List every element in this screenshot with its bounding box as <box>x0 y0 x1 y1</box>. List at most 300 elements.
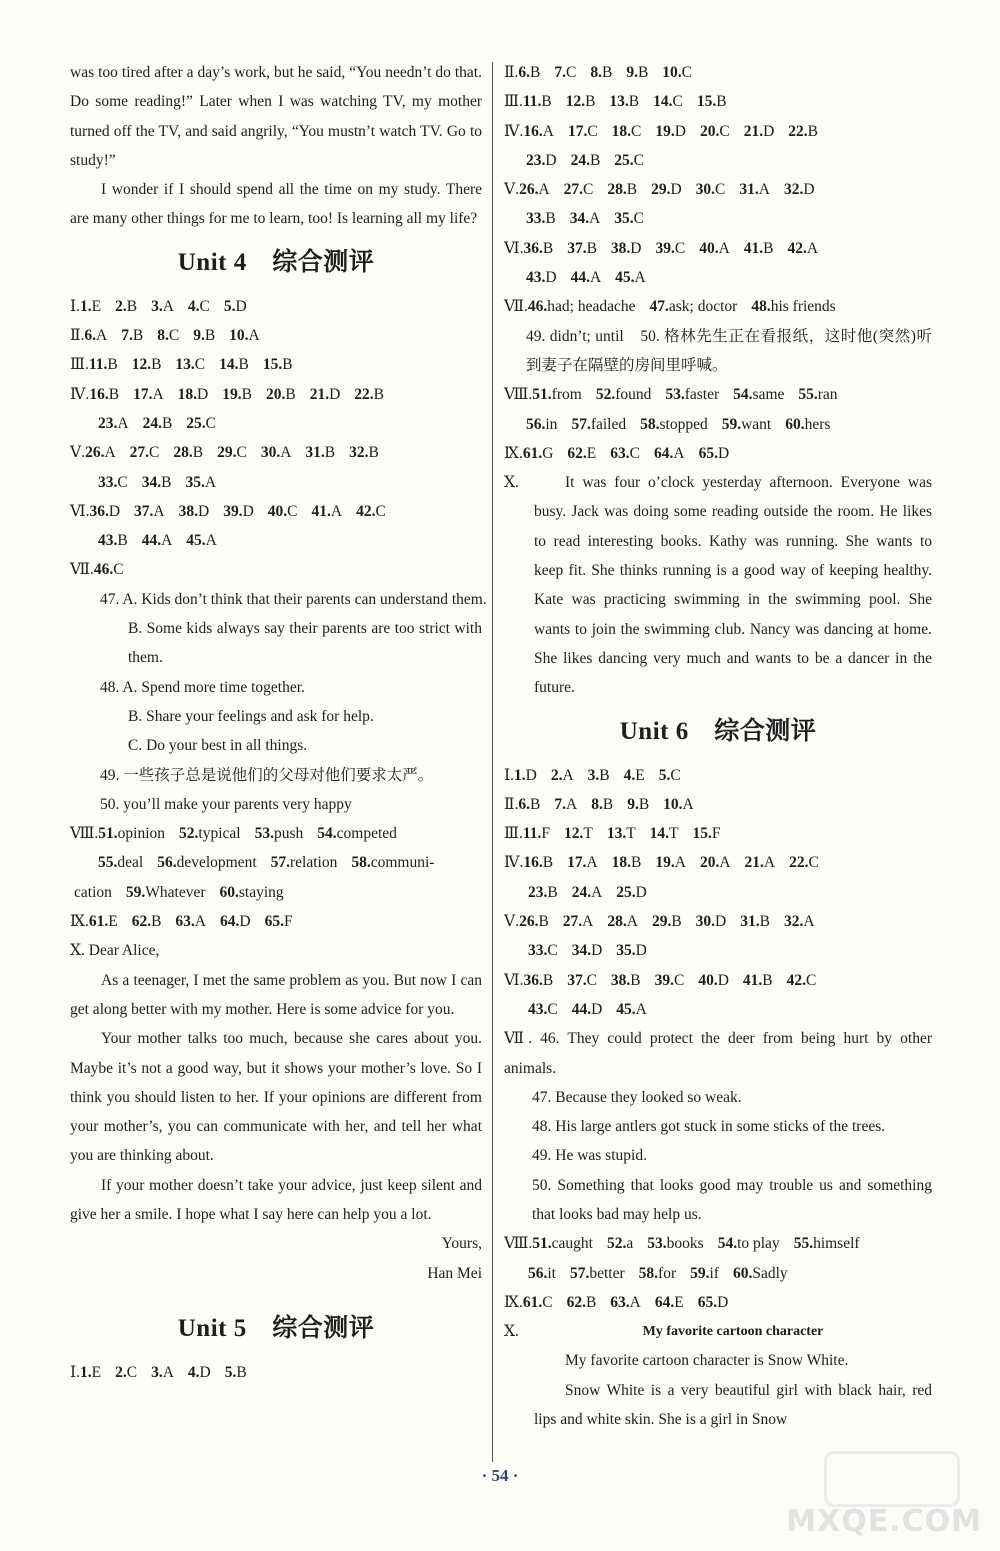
answer-item <box>157 327 179 344</box>
answer-item <box>612 123 642 140</box>
unit6-q46: Ⅶ. 46. They could protect the deer from being hurt by other animals. <box>504 1030 932 1077</box>
answer-value: D <box>591 942 603 960</box>
answer-value: D <box>717 1293 729 1311</box>
letter-paragraph-2: Your mother talks too much, because she cares about you. Maybe it’s not a good way, but it shows your mother’s love. So I think you should listen to her. If your opinions are different from your mother’s, you can communicate with her, and tell her what you are thinking about. <box>70 1030 482 1165</box>
answer-value: B <box>759 913 770 931</box>
question-number: 44. <box>141 532 162 550</box>
question-number: 7. <box>554 795 567 813</box>
intro-paragraph: was too tired after a day’s work, but he said, “You needn’t do that. Do some reading!” Later when I was watching TV, my mother turned off the TV, and said angrily, “You mustn’t watch TV. Go to study!” <box>70 64 482 169</box>
answer-value: D <box>329 385 341 403</box>
question-number: 56. <box>526 415 546 433</box>
answer-item <box>186 415 216 432</box>
answer-value: C <box>194 356 206 374</box>
answer-value: C <box>674 239 686 257</box>
answer-value: A <box>562 766 574 784</box>
answer-item <box>744 123 775 140</box>
answer-item <box>785 416 830 433</box>
answer-item <box>121 327 143 344</box>
answer-row <box>504 146 932 175</box>
answer-item <box>173 444 203 461</box>
answer-value: C <box>633 210 645 228</box>
answer-value: C <box>547 1000 558 1018</box>
answer-item <box>225 1364 247 1381</box>
answer-value: B <box>585 93 596 111</box>
question-number: 11. <box>522 93 542 111</box>
answer-value: C <box>806 971 817 989</box>
question-number: 9. <box>626 64 638 81</box>
answer-value: push <box>273 825 304 843</box>
answer-row <box>70 497 482 526</box>
answer-value: B <box>117 532 128 550</box>
question-number: 15. <box>692 825 712 843</box>
answer-item <box>798 386 837 403</box>
answer-item <box>523 825 550 842</box>
section-numeral: Ⅵ. <box>504 971 524 989</box>
answer-item <box>564 181 594 198</box>
section-numeral: Ⅱ. <box>504 64 519 81</box>
answer-item <box>115 1364 137 1381</box>
letter-paragraph-3: If your mother doesn’t take your advice, just keep silent and give her a smile. I hope what I say here can help you a lot. <box>70 1176 482 1223</box>
answer-item <box>94 561 124 578</box>
question-number: 21. <box>743 122 764 140</box>
answer-item <box>526 152 557 169</box>
answer-item <box>132 356 162 373</box>
answer-item <box>654 445 685 462</box>
unit4-q47b: B. Some kids always say their parents are too strict with them. <box>128 620 482 667</box>
question-number: 25. <box>186 414 206 432</box>
answer-item <box>563 913 594 930</box>
answer-value: C <box>674 971 685 989</box>
answer-value: C <box>117 473 128 491</box>
answer-value: D <box>717 971 729 989</box>
unit6-title: Unit 6 综合测评 <box>619 717 817 745</box>
answer-item <box>551 767 574 784</box>
answer-item <box>98 825 165 842</box>
answer-item <box>229 327 260 344</box>
answer-value: B <box>241 385 252 403</box>
question-number: 33. <box>98 473 118 491</box>
question-number: 5. <box>658 766 671 784</box>
answer-value: B <box>547 883 558 901</box>
question-number: 25. <box>614 151 634 169</box>
question-number: 7. <box>554 64 567 81</box>
answer-row <box>70 409 482 438</box>
left-column <box>70 58 487 1387</box>
answer-item <box>89 386 119 403</box>
answer-item <box>261 444 292 461</box>
answer-value: B <box>630 971 641 989</box>
answer-value: C <box>113 561 124 579</box>
question-number: 33. <box>528 942 548 960</box>
answer-item <box>699 240 730 257</box>
answer-item <box>611 240 642 257</box>
answer-value: it <box>547 1264 556 1282</box>
question-number: 40. <box>699 239 719 257</box>
section-numeral: Ⅸ. <box>70 913 89 931</box>
answer-item <box>567 854 598 871</box>
answer-item <box>616 1001 647 1018</box>
answer-item <box>312 503 343 520</box>
question-number: 45. <box>615 269 635 287</box>
question-number: 60. <box>785 415 805 433</box>
answer-item <box>655 1294 684 1311</box>
answer-item <box>572 942 603 959</box>
answer-item <box>610 445 640 462</box>
answer-value: A <box>330 502 343 520</box>
page-number: · 54 · <box>481 1466 519 1485</box>
answer-item <box>607 825 636 842</box>
answer-item <box>98 854 143 871</box>
answer-value: T <box>583 825 593 843</box>
question-number: 64. <box>219 913 240 931</box>
answer-value: C <box>126 1363 138 1381</box>
question-number: 54. <box>317 825 337 843</box>
answer-value: A <box>673 444 685 462</box>
answer-value: C <box>236 444 247 462</box>
answer-row <box>504 58 932 87</box>
answer-item <box>567 972 597 989</box>
question-number: 30. <box>260 444 281 462</box>
answer-value: if <box>709 1264 719 1282</box>
answer-row <box>504 175 932 204</box>
answer-item <box>572 1001 603 1018</box>
answer-value: C <box>566 64 577 81</box>
answer-value: B <box>368 444 379 462</box>
answer-value: A <box>674 854 686 872</box>
answer-value: deal <box>117 854 144 872</box>
unit5-answers-2 <box>504 380 932 468</box>
question-number: 14. <box>649 825 670 843</box>
answer-item <box>219 356 249 373</box>
answer-value: C <box>672 93 683 111</box>
answer-value: Sadly <box>752 1264 788 1282</box>
answer-item <box>89 356 118 373</box>
answer-item <box>217 444 247 461</box>
answer-row <box>504 380 932 409</box>
answer-value: D <box>198 502 210 520</box>
answer-value: C <box>631 122 642 140</box>
question-number: 6. <box>84 327 97 345</box>
letter-closing: Yours, <box>441 1235 482 1253</box>
answer-value: cation <box>74 883 112 901</box>
letter-signature: Han Mei <box>427 1264 482 1282</box>
intro-paragraph-2: I wonder if I should spend all the time on my study. There are many other things for me to learn, too! Is learning all my life? <box>70 181 482 228</box>
answer-value: B <box>161 473 172 491</box>
answer-value: E <box>91 1363 102 1381</box>
answer-value: B <box>107 356 118 374</box>
answer-item <box>85 444 116 461</box>
answer-row <box>70 292 482 321</box>
question-number: 59. <box>721 415 742 433</box>
question-number: 22. <box>354 385 374 403</box>
answer-item <box>690 1265 719 1282</box>
question-number: 63. <box>610 444 630 462</box>
question-number: 24. <box>570 151 590 169</box>
answer-value: A <box>538 181 550 199</box>
answer-row <box>504 907 932 936</box>
answer-item <box>142 532 173 549</box>
question-number: 10. <box>663 795 683 813</box>
question-number: 65. <box>698 444 718 462</box>
unit4-q50: 50. you’ll make your parents very happy <box>100 795 352 813</box>
answer-item <box>733 386 784 403</box>
answer-value: B <box>126 297 138 315</box>
answer-item <box>305 444 335 461</box>
answer-row <box>70 878 482 907</box>
question-number: 52. <box>595 386 616 404</box>
answer-item <box>699 445 730 462</box>
answer-item <box>647 1235 703 1252</box>
answer-item <box>317 825 397 842</box>
answer-item <box>526 416 557 433</box>
question-number: 8. <box>157 327 169 345</box>
question-number: 1. <box>80 1363 92 1381</box>
unit4-writing-head: Ⅹ. Dear Alice, <box>70 942 160 960</box>
answer-item <box>349 444 379 461</box>
question-number: 57. <box>270 854 291 872</box>
answer-item <box>744 240 774 257</box>
question-number: 34. <box>569 210 590 228</box>
question-number: 59. <box>690 1264 710 1282</box>
question-number: 19. <box>655 122 675 140</box>
answer-row <box>504 117 932 146</box>
question-number: 12. <box>131 356 152 374</box>
answer-item <box>663 796 694 813</box>
answer-value: D <box>235 297 247 315</box>
answer-row <box>504 204 932 233</box>
answer-item <box>655 854 686 871</box>
answer-item <box>745 854 776 871</box>
answer-value: caught <box>551 1235 593 1253</box>
question-number: 40. <box>267 502 288 520</box>
answer-value: B <box>638 795 650 813</box>
answer-item <box>653 93 683 110</box>
answer-item <box>700 123 730 140</box>
question-number: 55. <box>98 854 118 872</box>
question-number: 65. <box>264 913 284 931</box>
answer-item <box>696 181 726 198</box>
answer-value: found <box>615 386 652 404</box>
answer-row <box>70 526 482 555</box>
question-number: 32. <box>783 181 804 199</box>
answer-item <box>523 1294 553 1311</box>
answer-row <box>504 995 932 1024</box>
answer-value: B <box>626 181 638 199</box>
section-numeral: Ⅴ. <box>504 181 520 199</box>
unit6-writing-rn: Ⅹ. <box>504 1323 519 1341</box>
section-numeral: Ⅳ. <box>70 385 90 403</box>
answer-item <box>568 123 598 140</box>
answer-value: B <box>538 913 549 931</box>
answer-value: A <box>763 854 776 872</box>
answer-row <box>504 87 932 116</box>
answer-item <box>787 972 817 989</box>
question-number: 43. <box>528 1000 548 1018</box>
answer-value: D <box>630 239 642 257</box>
answer-value: staying <box>238 883 284 901</box>
answer-item <box>175 913 206 930</box>
answer-item <box>151 298 174 315</box>
answer-item <box>751 298 835 315</box>
answer-item <box>655 123 686 140</box>
answer-value: ran <box>817 386 838 404</box>
answer-value: B <box>151 356 162 374</box>
question-number: 10. <box>662 64 682 81</box>
question-number: 22. <box>789 854 809 872</box>
question-number: 57. <box>570 1264 590 1282</box>
section-numeral: Ⅳ. <box>504 122 524 140</box>
question-number: 14. <box>653 93 673 111</box>
answer-value: B <box>204 327 216 345</box>
answer-value: B <box>151 913 162 931</box>
answer-item <box>519 913 549 930</box>
answer-item <box>567 1294 597 1311</box>
answer-item <box>266 386 296 403</box>
question-number: 40. <box>698 971 718 989</box>
answer-value: B <box>542 239 554 257</box>
answer-value: B <box>161 414 173 432</box>
answer-value: A <box>280 444 292 462</box>
answer-value: B <box>671 913 682 931</box>
question-number: 58. <box>638 1264 659 1282</box>
question-number: 6. <box>518 64 531 81</box>
answer-item <box>564 825 593 842</box>
question-number: 27. <box>129 444 150 462</box>
question-number: 51. <box>98 825 118 843</box>
question-number: 36. <box>89 502 109 520</box>
answer-item <box>571 152 601 169</box>
question-number: 63. <box>175 913 195 931</box>
question-number: 31. <box>740 913 760 931</box>
question-number: 17. <box>133 385 153 403</box>
answer-value: B <box>373 385 384 403</box>
answer-value: A <box>634 269 646 287</box>
unit4-q48a: 48. A. Spend more time together. <box>100 678 305 696</box>
answer-value: A <box>152 385 164 403</box>
unit5-answers-first <box>70 1358 482 1387</box>
answer-value: same <box>752 386 785 404</box>
answer-item <box>572 884 603 901</box>
answer-value: C <box>719 122 730 140</box>
answer-value: C <box>808 854 819 872</box>
question-number: 62. <box>131 913 152 931</box>
question-number: 53. <box>665 386 685 404</box>
answer-item <box>356 503 386 520</box>
answer-value: B <box>589 151 601 169</box>
unit5-writing-rn: Ⅹ. <box>504 474 519 492</box>
answer-item <box>532 1235 593 1252</box>
answer-item <box>651 181 682 198</box>
answer-value: D <box>670 181 682 199</box>
answer-value: A <box>153 502 165 520</box>
question-number: 42. <box>356 502 376 520</box>
answer-value: A <box>589 210 601 228</box>
answer-value: B <box>285 385 296 403</box>
unit5-writing-text: It was four o’clock yesterday afternoon. Everyone was busy. Jack was doing some reading outside the room. He likes to read interesting books. Kathy was running. She wants to keep fit. She thinks running is a good way of keeping healthy. Kate was practicing swimming in the swimming pool. She wants to join the swimming club. Nancy was dancing at home. She likes dancing very much and wants to be a dancer in the future. <box>534 474 932 697</box>
answer-value: B <box>631 854 642 872</box>
answer-row <box>70 438 482 467</box>
unit4-answers-2 <box>70 819 482 936</box>
question-number: 29. <box>217 444 237 462</box>
answer-item <box>650 825 679 842</box>
answer-item <box>265 913 293 930</box>
answer-value: C <box>149 444 160 462</box>
answer-row <box>504 819 932 848</box>
answer-item <box>188 1364 211 1381</box>
answer-value: E <box>108 913 118 931</box>
answer-value: D <box>591 1000 603 1018</box>
answer-value: B <box>586 239 597 257</box>
question-number: 47. <box>649 298 669 316</box>
answer-value: E <box>586 444 597 462</box>
answer-item <box>179 503 210 520</box>
answer-value: D <box>803 181 815 199</box>
answer-item <box>616 942 647 959</box>
answer-value: A <box>96 327 108 345</box>
answer-value: B <box>108 385 120 403</box>
answer-value: D <box>525 766 537 784</box>
answer-item <box>700 854 731 871</box>
question-number: 3. <box>151 1363 163 1381</box>
answer-value: A <box>591 883 603 901</box>
answer-value: stopped <box>659 415 708 433</box>
question-number: 63. <box>610 1293 630 1311</box>
question-number: 42. <box>787 239 807 257</box>
answer-value: C <box>199 297 210 315</box>
answer-value: A <box>719 854 731 872</box>
answer-value: A <box>162 297 174 315</box>
answer-value: D <box>545 151 557 169</box>
question-number: 52. <box>179 825 199 843</box>
answer-item <box>612 854 642 871</box>
answer-value: T <box>626 825 636 843</box>
unit6-answers-2 <box>504 1229 932 1317</box>
question-number: 24. <box>571 883 592 901</box>
question-number: 34. <box>141 473 162 491</box>
question-number: 61. <box>522 1293 543 1311</box>
question-number: 16. <box>523 122 543 140</box>
answer-item <box>743 972 773 989</box>
answer-value: B <box>192 444 204 462</box>
question-number: 58. <box>351 854 371 872</box>
section-numeral: Ⅴ. <box>504 913 520 931</box>
watermark-logo <box>824 1451 960 1507</box>
answer-value: A <box>542 122 554 140</box>
answer-item <box>794 1235 860 1252</box>
question-number: 19. <box>655 854 675 872</box>
answer-value: A <box>586 854 598 872</box>
answer-item <box>220 884 284 901</box>
answer-row <box>504 234 932 263</box>
answer-value: A <box>161 532 173 550</box>
answer-item <box>722 416 772 433</box>
answer-value: D <box>674 122 686 140</box>
answer-item <box>627 796 649 813</box>
answer-value: A <box>204 473 217 491</box>
answer-value: relation <box>290 854 338 872</box>
answer-value: A <box>635 1000 647 1018</box>
answer-item <box>740 913 770 930</box>
answer-item <box>222 386 252 403</box>
unit4-answers <box>70 292 482 585</box>
section-numeral: Ⅸ. <box>504 444 523 462</box>
answer-item <box>220 913 251 930</box>
answer-item <box>134 503 165 520</box>
answer-value: A <box>806 239 819 257</box>
question-number: 28. <box>607 181 627 199</box>
answer-value: A <box>104 444 116 462</box>
answer-value: B <box>585 1293 597 1311</box>
